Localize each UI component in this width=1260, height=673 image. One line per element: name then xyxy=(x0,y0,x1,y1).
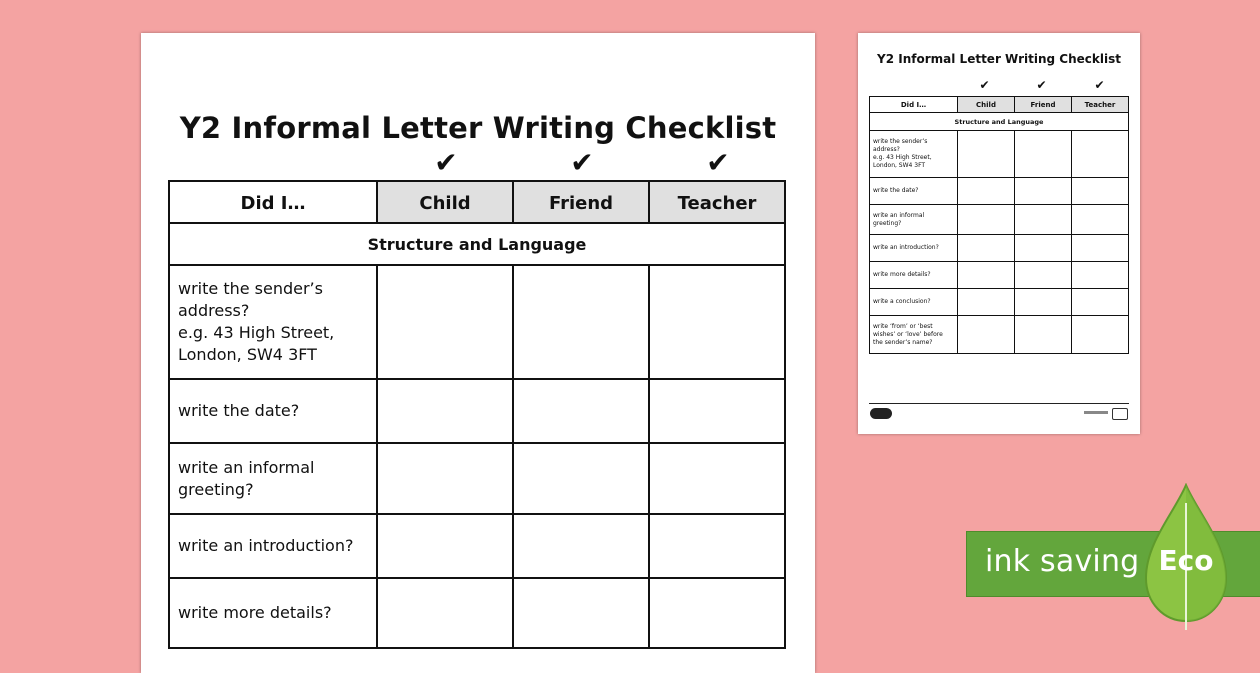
check-cell xyxy=(377,379,513,443)
worksheet-title: Y2 Informal Letter Writing Checklist xyxy=(179,111,777,145)
checklist-question: write a conclusion? xyxy=(873,298,931,305)
checklist-question: write an informal greeting? xyxy=(178,457,315,499)
table-row xyxy=(870,316,1129,354)
checklist-question: write more details? xyxy=(178,603,332,622)
section-heading: Structure and Language xyxy=(870,113,1129,131)
check-cell xyxy=(377,578,513,648)
checklist-question: write the sender’s address? e.g. 43 High Street, London, SW4 3FT xyxy=(178,279,335,364)
section-row xyxy=(169,223,785,265)
check-cell xyxy=(1072,178,1129,205)
tick-row xyxy=(141,145,815,181)
check-cell xyxy=(958,316,1015,354)
tick-icon: ✔ xyxy=(1036,78,1047,92)
tick-icon: ✔ xyxy=(434,146,458,179)
checklist-question: write an introduction? xyxy=(873,244,939,251)
thumbnail-checklist-table xyxy=(869,96,1129,354)
header-row xyxy=(169,181,785,223)
checklist-question: write the date? xyxy=(178,401,300,420)
worksheet-preview-thumbnail[interactable] xyxy=(858,33,1140,434)
publisher-logo-icon xyxy=(870,408,892,419)
check-cell xyxy=(1015,205,1072,235)
check-cell xyxy=(1015,262,1072,289)
check-cell xyxy=(513,578,649,648)
check-cell xyxy=(1072,289,1129,316)
table-row xyxy=(870,205,1129,235)
check-cell xyxy=(1015,289,1072,316)
table-row xyxy=(870,178,1129,205)
checklist-question: write ‘from’ or ‘best wishes’ or ‘love’ before the sender’s name? xyxy=(873,322,943,346)
thumbnail-header-row xyxy=(870,97,1129,113)
printer-icon xyxy=(1112,408,1128,420)
column-header-did-i: Did I… xyxy=(870,97,958,113)
thumbnail-tick-row xyxy=(858,77,1140,93)
footer-url-mark xyxy=(1084,411,1108,414)
tick-icon: ✔ xyxy=(979,78,990,92)
check-cell xyxy=(958,131,1015,178)
check-cell xyxy=(958,178,1015,205)
thumbnail-section-row xyxy=(870,113,1129,131)
check-cell xyxy=(1072,131,1129,178)
check-cell xyxy=(958,235,1015,262)
check-cell xyxy=(1015,316,1072,354)
table-row xyxy=(169,578,785,648)
check-cell xyxy=(377,265,513,379)
table-row xyxy=(870,262,1129,289)
check-cell xyxy=(513,514,649,578)
check-cell xyxy=(958,205,1015,235)
tick-icon: ✔ xyxy=(706,146,730,179)
check-cell xyxy=(513,379,649,443)
table-row xyxy=(870,131,1129,178)
check-cell xyxy=(1072,262,1129,289)
checklist-question: write more details? xyxy=(873,271,931,278)
column-header-friend: Friend xyxy=(513,181,649,223)
eco-label: Eco xyxy=(1158,544,1214,577)
thumbnail-title: Y2 Informal Letter Writing Checklist xyxy=(877,52,1121,66)
check-cell xyxy=(377,514,513,578)
tick-icon: ✔ xyxy=(570,146,594,179)
footer-divider xyxy=(869,403,1129,404)
checklist-question: write the sender’s address? e.g. 43 High Street, London, SW4 3FT xyxy=(873,138,932,169)
check-cell xyxy=(1072,205,1129,235)
check-cell xyxy=(958,289,1015,316)
check-cell xyxy=(649,265,785,379)
check-cell xyxy=(513,265,649,379)
table-row xyxy=(169,514,785,578)
check-cell xyxy=(1015,235,1072,262)
column-header-child: Child xyxy=(958,97,1015,113)
checklist-table xyxy=(168,180,786,649)
check-cell xyxy=(1015,131,1072,178)
table-row xyxy=(169,443,785,514)
table-row xyxy=(169,379,785,443)
worksheet-preview-large xyxy=(141,33,815,673)
check-cell xyxy=(1072,235,1129,262)
column-header-teacher: Teacher xyxy=(649,181,785,223)
table-row xyxy=(870,235,1129,262)
check-cell xyxy=(649,578,785,648)
check-cell xyxy=(958,262,1015,289)
check-cell xyxy=(513,443,649,514)
table-row xyxy=(870,289,1129,316)
column-header-friend: Friend xyxy=(1015,97,1072,113)
checklist-question: write an introduction? xyxy=(178,536,354,555)
check-cell xyxy=(649,443,785,514)
checklist-question: write an informal greeting? xyxy=(873,211,925,227)
ink-saving-label: ink saving xyxy=(985,544,1140,579)
section-heading: Structure and Language xyxy=(169,223,785,265)
check-cell xyxy=(1072,316,1129,354)
table-row xyxy=(169,265,785,379)
column-header-teacher: Teacher xyxy=(1072,97,1129,113)
tick-icon: ✔ xyxy=(1094,78,1105,92)
checklist-question: write the date? xyxy=(873,187,919,194)
column-header-did-i: Did I… xyxy=(169,181,377,223)
check-cell xyxy=(649,514,785,578)
check-cell xyxy=(377,443,513,514)
check-cell xyxy=(649,379,785,443)
check-cell xyxy=(1015,178,1072,205)
column-header-child: Child xyxy=(377,181,513,223)
